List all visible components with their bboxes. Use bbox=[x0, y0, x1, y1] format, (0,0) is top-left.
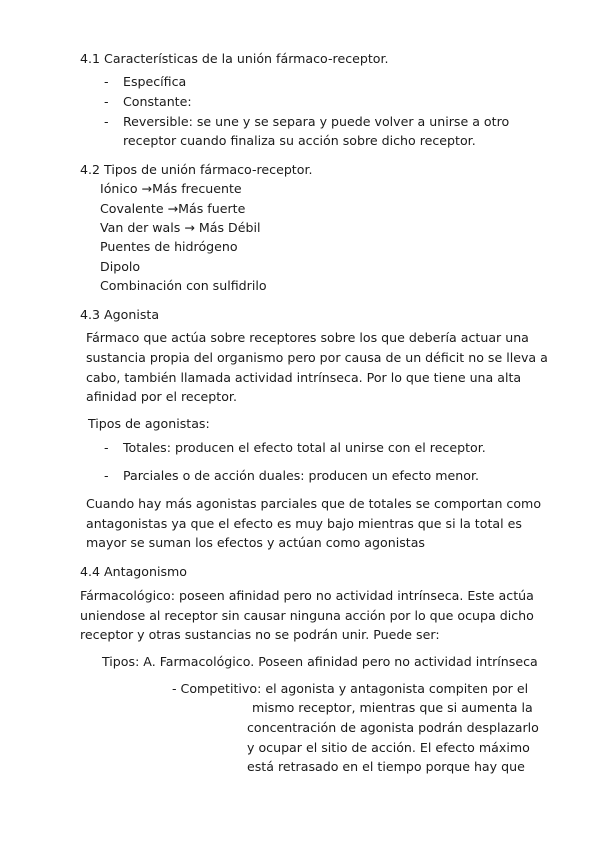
union-type-covalente: Covalente →Más fuerte bbox=[100, 201, 246, 216]
heading-4-1: 4.1 Características de la unión fármaco-receptor. bbox=[80, 51, 389, 66]
agonist-types-label: Tipos de agonistas: bbox=[88, 416, 210, 431]
bullet-dash: - bbox=[104, 468, 109, 483]
antagonism-types-line: Tipos: A. Farmacológico. Poseen afinidad pero no actividad intrínseca bbox=[102, 654, 538, 669]
paragraph-line: mayor se suman los efectos y actúan como agonistas bbox=[86, 535, 425, 550]
list-item-constante: Constante: bbox=[123, 94, 192, 109]
paragraph-line: sustancia propia del organismo pero por causa de un déficit no se lleva a bbox=[86, 350, 548, 365]
paragraph-line: Fármaco que actúa sobre receptores sobre los que debería actuar una bbox=[86, 330, 529, 345]
bullet-dash: - bbox=[104, 440, 109, 455]
competitivo-item: - Competitivo: el agonista y antagonista compiten por el bbox=[172, 681, 529, 696]
paragraph-line: receptor y otras sustancias no se podrán unir. Puede ser: bbox=[80, 627, 440, 642]
list-item-reversible: Reversible: se une y se separa y puede volver a unirse a otro bbox=[123, 114, 510, 129]
competitivo-line: y ocupar el sitio de acción. El efecto máximo bbox=[247, 740, 530, 755]
competitivo-line: está retrasado en el tiempo porque hay que bbox=[247, 759, 525, 774]
paragraph-line: uniendose al receptor sin causar ninguna acción por lo que ocupa dicho bbox=[80, 608, 534, 623]
heading-4-2: 4.2 Tipos de unión fármaco-receptor. bbox=[80, 162, 313, 177]
union-type-dipolo: Dipolo bbox=[100, 259, 141, 274]
union-type-van-der-wals: Van der wals → Más Débil bbox=[100, 220, 261, 235]
agonist-type-totales: Totales: producen el efecto total al unirse con el receptor. bbox=[123, 440, 486, 455]
heading-4-3: 4.3 Agonista bbox=[80, 307, 160, 322]
list-item-reversible-cont: receptor cuando finaliza su acción sobre dicho receptor. bbox=[123, 133, 476, 148]
heading-4-4: 4.4 Antagonismo bbox=[80, 564, 187, 579]
union-type-puentes: Puentes de hidrógeno bbox=[100, 239, 238, 254]
bullet-dash: - bbox=[104, 94, 109, 109]
competitivo-line: mismo receptor, mientras que si aumenta la bbox=[252, 700, 533, 715]
bullet-dash: - bbox=[104, 114, 109, 129]
paragraph-line: afinidad por el receptor. bbox=[86, 389, 237, 404]
paragraph-line: Cuando hay más agonistas parciales que de totales se comportan como bbox=[86, 496, 542, 511]
agonist-type-parciales: Parciales o de acción duales: producen un efecto menor. bbox=[123, 468, 479, 483]
list-item-especifica: Específica bbox=[123, 74, 187, 89]
bullet-dash: - bbox=[104, 74, 109, 89]
paragraph-line: antagonistas ya que el efecto es muy bajo mientras que si la total es bbox=[86, 516, 522, 531]
union-type-ionico: Iónico →Más frecuente bbox=[100, 181, 242, 196]
union-type-sulfidrilo: Combinación con sulfidrilo bbox=[100, 278, 267, 293]
paragraph-line: cabo, también llamada actividad intrínseca. Por lo que tiene una alta bbox=[86, 370, 522, 385]
competitivo-line: concentración de agonista podrán desplazarlo bbox=[247, 720, 539, 735]
paragraph-line: Fármacológico: poseen afinidad pero no actividad intrínseca. Este actúa bbox=[80, 588, 534, 603]
